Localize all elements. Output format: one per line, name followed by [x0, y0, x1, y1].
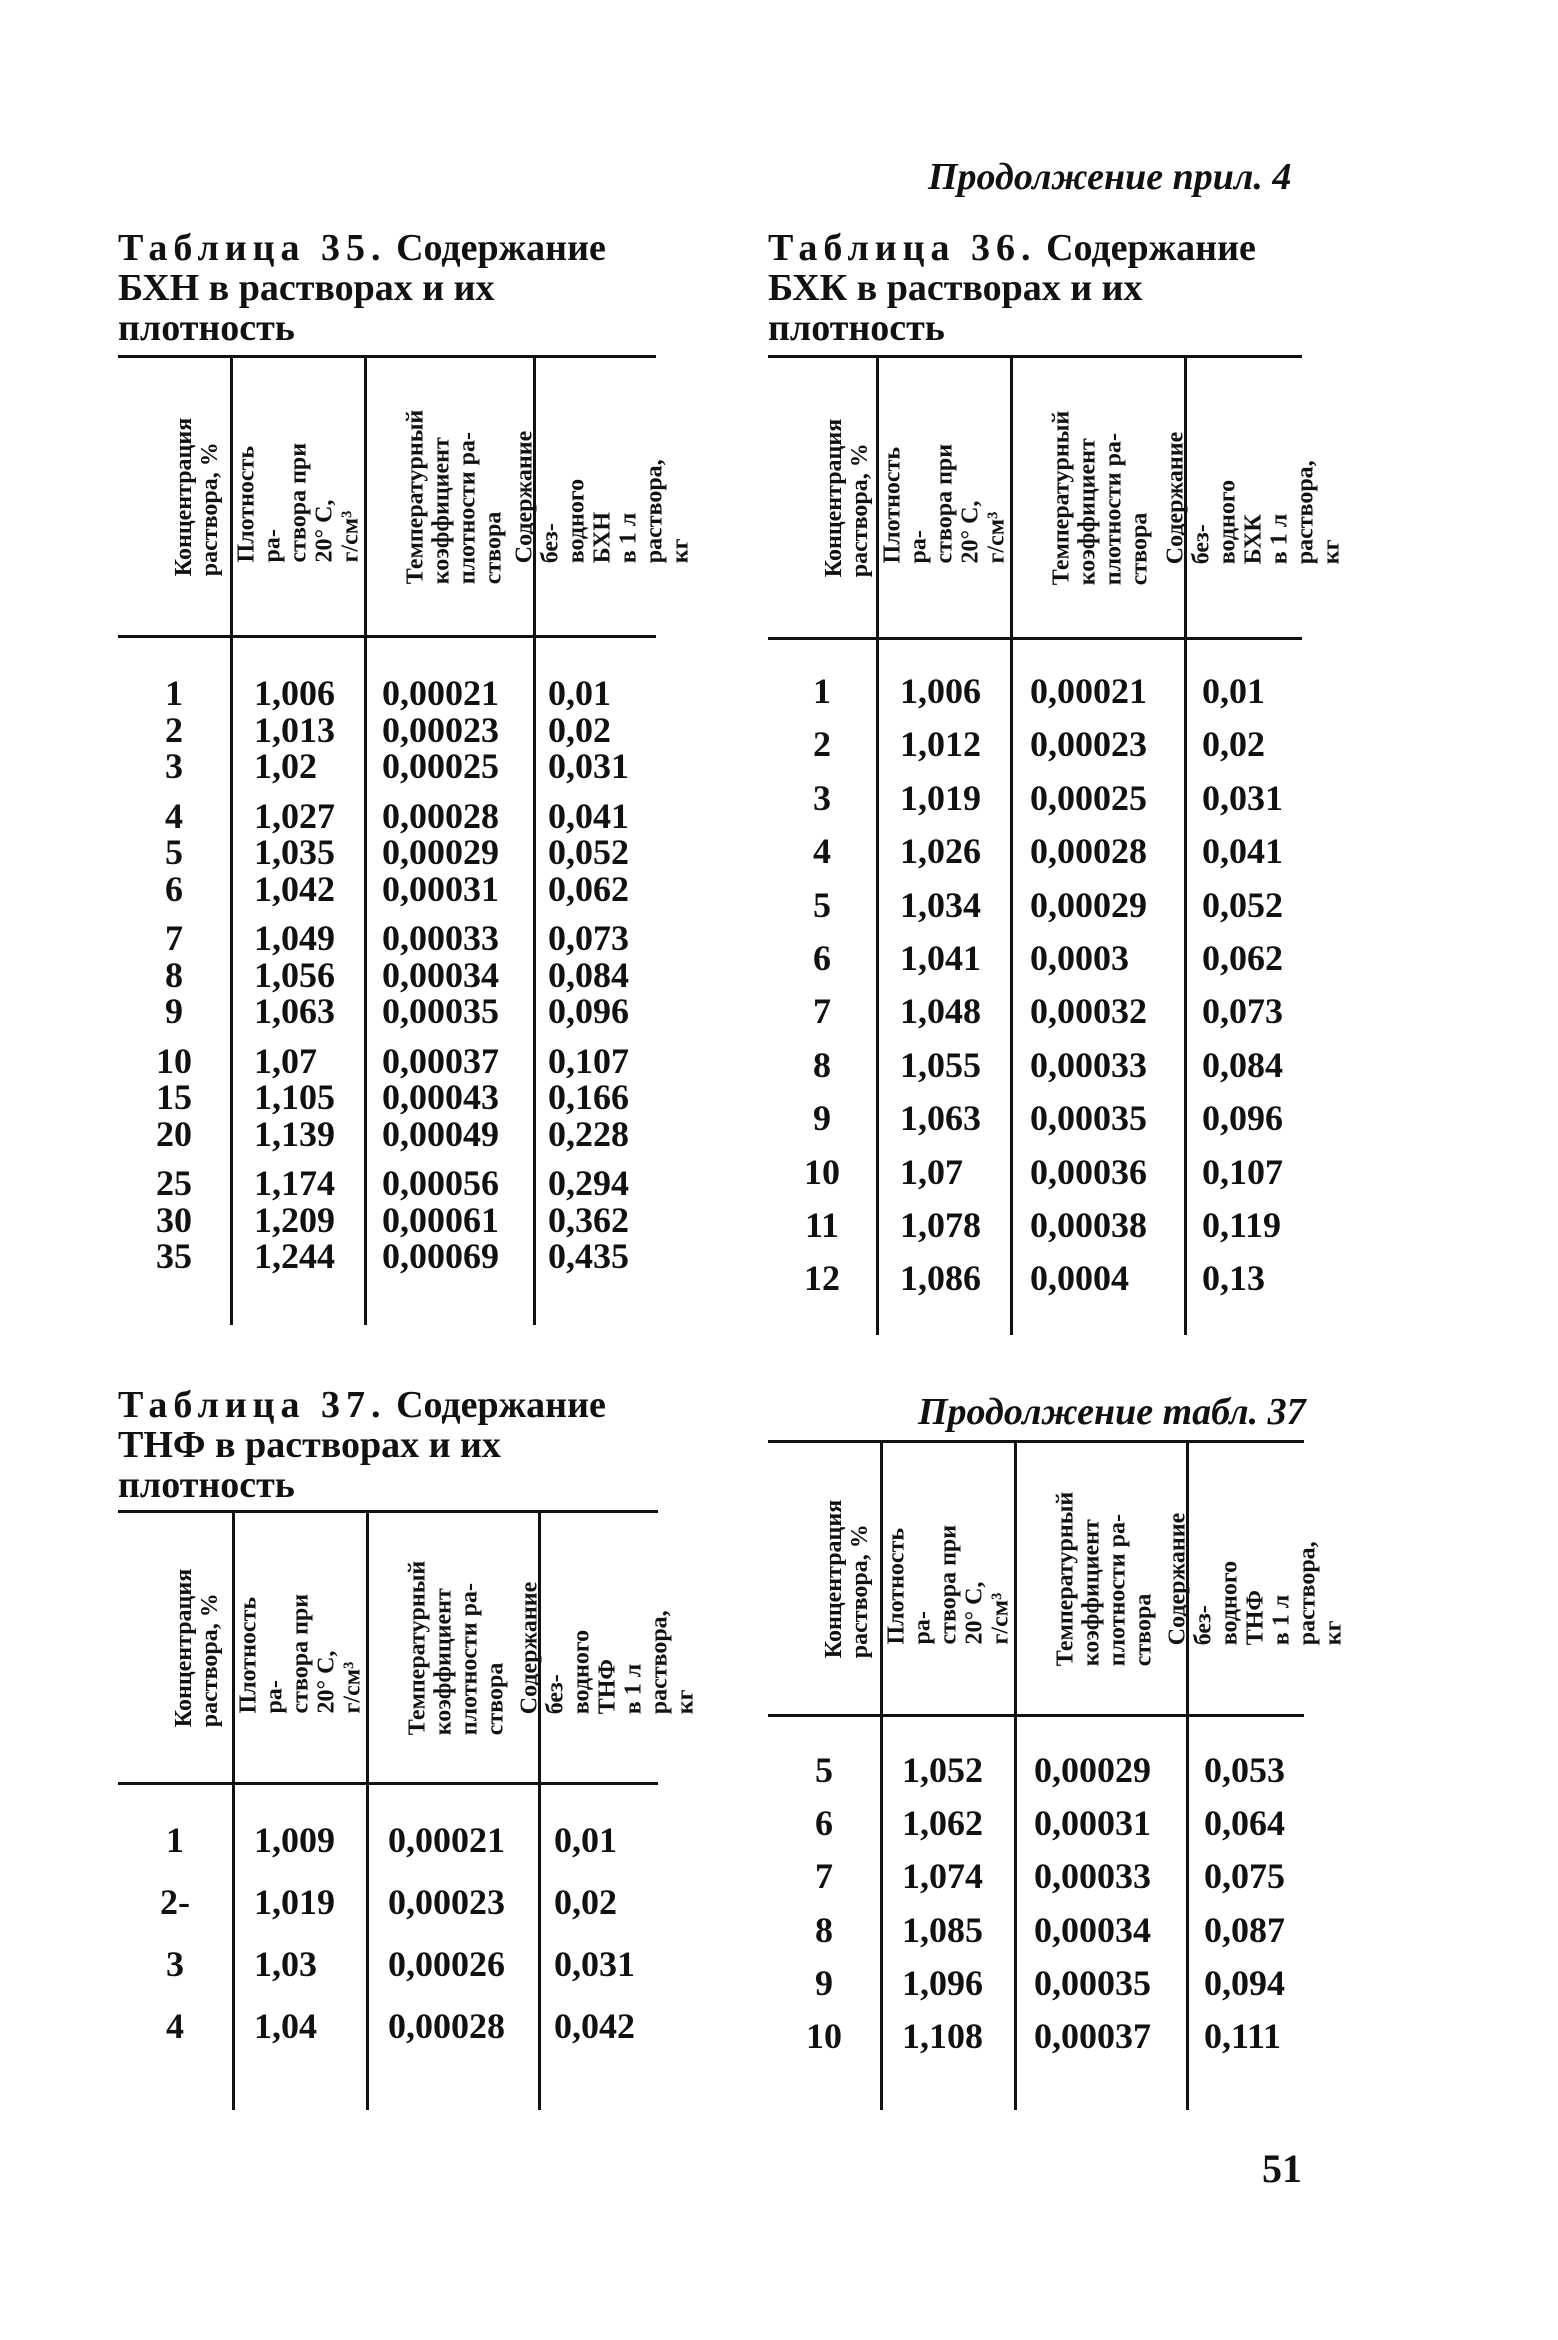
table-37-header-temp-coeff: [369, 1513, 538, 1782]
table-35-density-cell: 1,063: [254, 991, 335, 1031]
table-36: [768, 355, 1345, 1340]
table-37cont-density-cell: 1,074: [902, 1856, 983, 1897]
table-36-concentration-cell: 3: [813, 777, 831, 818]
table-36-caption: [768, 228, 1288, 348]
table-37: [118, 1510, 699, 2120]
table-36-content-cell: 0,062: [1202, 938, 1283, 978]
table-36-content-cell: 0,107: [1202, 1151, 1283, 1192]
table-37-temp-coeff-cell: 0,00023: [388, 1882, 505, 1922]
table-35: [118, 355, 694, 1335]
table-36-temp-coeff-cell: 0,00029: [1030, 884, 1147, 925]
table-35-header-density: [233, 358, 364, 635]
appendix-continuation-note: Продолжение прил. 4: [928, 156, 1292, 198]
table-36-header-content: [1162, 358, 1345, 637]
table-36-content-cell: 0,13: [1202, 1258, 1265, 1299]
table-36-content-cell: 0,084: [1202, 1044, 1283, 1085]
table-37-content-cell: 0,02: [554, 1882, 617, 1922]
table-37-caption: [118, 1385, 638, 1505]
page-number: 51: [1262, 2146, 1302, 2191]
table-37-continued: [768, 1440, 1347, 2120]
table-36-caption-lead: Таблица 36.: [768, 227, 1037, 269]
table-35-density-cell: 1,049: [254, 918, 335, 958]
table-36-content-cell: 0,02: [1202, 724, 1265, 765]
table-36-content-cell: 0,031: [1202, 777, 1283, 818]
table-36-content-cell: 0,119: [1202, 1205, 1282, 1245]
table-37-concentration-cell: 2-: [160, 1882, 190, 1922]
header-text: Содержание без- водного ТНФ в 1 л раствора, кг: [516, 1581, 699, 1714]
table-36-temp-coeff-cell: 0,00023: [1030, 724, 1147, 765]
table-35-density-cell: 1,042: [254, 868, 335, 909]
table-37cont-concentration-cell: 5: [815, 1750, 833, 1790]
table-35-density-cell: 1,174: [254, 1163, 335, 1203]
table-35-concentration-cell: 8: [165, 954, 183, 995]
table-36-density-cell: 1,006: [900, 671, 981, 711]
table-36-header-rule: [768, 637, 1302, 640]
table-35-concentration-cell: 4: [165, 795, 183, 836]
table-35-concentration-cell: 9: [165, 991, 183, 1031]
table-35-temp-coeff-cell: 0,00029: [382, 832, 499, 872]
table-36-caption-text: Содержание БХК в растворах и их плотность: [768, 227, 1256, 349]
table-35-temp-coeff-cell: 0,00021: [382, 673, 499, 713]
table-37-content-cell: 0,01: [554, 1820, 617, 1860]
table-35-concentration-cell: 15: [156, 1077, 192, 1117]
table-37cont-temp-coeff-cell: 0,00035: [1034, 1962, 1151, 2003]
header-text: Температурный коэффициент плотности ра- створа: [1052, 1491, 1157, 1666]
table-35-concentration-cell: 10: [156, 1040, 192, 1081]
table-35-density-cell: 1,244: [254, 1236, 335, 1276]
table-36-temp-coeff-cell: 0,0003: [1030, 938, 1129, 978]
table-35-temp-coeff-cell: 0,00033: [382, 918, 499, 958]
table-37-content-cell: 0,042: [554, 2006, 635, 2046]
table-37cont-density-cell: 1,108: [902, 2016, 983, 2056]
table-35-caption: [118, 228, 638, 348]
table-35-caption-text: Содержание БХН в растворах и их плотность: [118, 227, 606, 349]
table-37cont-concentration-cell: 7: [815, 1856, 833, 1897]
table-36-density-cell: 1,055: [900, 1044, 981, 1085]
header-text: Концентрация раствора, %: [171, 417, 224, 576]
table-37-concentration-cell: 3: [166, 1944, 184, 1984]
table-37-content-cell: 0,031: [554, 1944, 635, 1984]
table-35-concentration-cell: 3: [165, 746, 183, 786]
table-35-density-cell: 1,035: [254, 832, 335, 872]
table-35-density-cell: 1,013: [254, 709, 335, 750]
table-36-temp-coeff-cell: 0,0004: [1030, 1258, 1129, 1299]
table-35-concentration-cell: 25: [156, 1163, 192, 1203]
table-35-temp-coeff-cell: 0,00025: [382, 746, 499, 786]
table-37cont-content-cell: 0,075: [1204, 1856, 1285, 1897]
table-35-temp-coeff-cell: 0,00035: [382, 991, 499, 1031]
table-36-concentration-cell: 5: [813, 884, 831, 925]
table-37cont-density-cell: 1,096: [902, 1962, 983, 2003]
table-35-temp-coeff-cell: 0,00031: [382, 868, 499, 909]
table-35-content-cell: 0,107: [548, 1040, 629, 1081]
table-36-content-cell: 0,096: [1202, 1098, 1283, 1139]
table-35-temp-coeff-cell: 0,00037: [382, 1040, 499, 1081]
table-35-content-cell: 0,031: [548, 746, 629, 786]
table-35-content-cell: 0,062: [548, 868, 629, 909]
table-37cont-content-cell: 0,087: [1204, 1909, 1285, 1950]
table-37-header-rule: [118, 1782, 658, 1785]
table-36-density-cell: 1,034: [900, 884, 981, 925]
table-36-density-cell: 1,019: [900, 777, 981, 818]
table-35-content-cell: 0,166: [548, 1077, 629, 1117]
table-35-content-cell: 0,084: [548, 954, 629, 995]
table-36-concentration-cell: 1: [813, 671, 831, 711]
table-35-header-rule: [118, 635, 656, 638]
table-36-density-cell: 1,086: [900, 1258, 981, 1299]
table-36-content-cell: 0,052: [1202, 884, 1283, 925]
header-text: Содержание без- водного ТНФ в 1 л раствора, кг: [1164, 1512, 1347, 1645]
table-37cont-temp-coeff-cell: 0,00037: [1034, 2016, 1151, 2056]
table-35-content-cell: 0,294: [548, 1163, 629, 1203]
table-35-temp-coeff-cell: 0,00043: [382, 1077, 499, 1117]
table-37cont-temp-coeff-cell: 0,00034: [1034, 1909, 1151, 1950]
table-37-header-density: [235, 1513, 366, 1782]
table-35-concentration-cell: 35: [156, 1236, 192, 1276]
table-36-density-cell: 1,07: [900, 1151, 963, 1192]
header-text: Температурный коэффициент плотности ра- створа: [1048, 410, 1153, 585]
table-35-concentration-cell: 30: [156, 1199, 192, 1240]
table-35-density-cell: 1,056: [254, 954, 335, 995]
table-35-temp-coeff-cell: 0,00061: [382, 1199, 499, 1240]
table-35-density-cell: 1,209: [254, 1199, 335, 1240]
table-36-header-temp-coeff: [1013, 358, 1184, 637]
header-text: Плотность ра- створа при 20° С, г/см³: [235, 1593, 366, 1713]
table-36-temp-coeff-cell: 0,00035: [1030, 1098, 1147, 1139]
table-35-density-cell: 1,027: [254, 795, 335, 836]
table-35-temp-coeff-cell: 0,00049: [382, 1113, 499, 1154]
table-36-concentration-cell: 6: [813, 938, 831, 978]
table-36-density-cell: 1,026: [900, 831, 981, 872]
header-text: Концентрация раствора, %: [821, 418, 874, 577]
header-text: Плотность ра- створа при 20° С, г/см³: [883, 1524, 1014, 1644]
table-36-temp-coeff-cell: 0,00036: [1030, 1151, 1147, 1192]
table-35-content-cell: 0,435: [548, 1236, 629, 1276]
table-36-concentration-cell: 12: [804, 1258, 840, 1299]
table-37cont-concentration-cell: 6: [815, 1803, 833, 1844]
table-37-density-cell: 1,04: [254, 2006, 317, 2046]
table-35-density-cell: 1,139: [254, 1113, 335, 1154]
table-37cont-concentration-cell: 10: [806, 2016, 842, 2056]
table-37-caption-text: Содержание ТНФ в растворах и их плотность: [118, 1384, 606, 1506]
table-35-content-cell: 0,073: [548, 918, 629, 958]
table-36-temp-coeff-cell: 0,00033: [1030, 1044, 1147, 1085]
table-35-concentration-cell: 7: [165, 918, 183, 958]
header-text: Температурный коэффициент плотности ра- створа: [402, 409, 507, 584]
table-37-temp-coeff-cell: 0,00026: [388, 1944, 505, 1984]
table-37cont-content-cell: 0,053: [1204, 1750, 1285, 1790]
header-text: Содержание без- водного БХК в 1 л раствора, кг: [1162, 431, 1345, 564]
table-36-concentration-cell: 2: [813, 724, 831, 765]
table-37cont-density-cell: 1,062: [902, 1803, 983, 1844]
table-35-concentration-cell: 6: [165, 868, 183, 909]
table-36-temp-coeff-cell: 0,00038: [1030, 1205, 1147, 1245]
table-37-density-cell: 1,03: [254, 1944, 317, 1984]
table-36-temp-coeff-cell: 0,00021: [1030, 671, 1147, 711]
header-text: Концентрация раствора, %: [171, 1568, 224, 1727]
table-35-content-cell: 0,362: [548, 1199, 629, 1240]
table-36-density-cell: 1,041: [900, 938, 981, 978]
table-37-density-cell: 1,019: [254, 1882, 335, 1922]
header-text: Плотность ра- створа при 20° С, г/см³: [879, 443, 1010, 563]
table-37c-header-rule: [768, 1714, 1304, 1717]
table-37-concentration-cell: 4: [166, 2006, 184, 2046]
table-37-caption-lead: Таблица 37.: [118, 1384, 387, 1426]
table-36-temp-coeff-cell: 0,00028: [1030, 831, 1147, 872]
table-36-concentration-cell: 10: [804, 1151, 840, 1192]
table-37-temp-coeff-cell: 0,00028: [388, 2006, 505, 2046]
table-35-content-cell: 0,01: [548, 673, 611, 713]
table-37-continuation-note: Продолжение табл. 37: [918, 1391, 1306, 1433]
table-36-density-cell: 1,063: [900, 1098, 981, 1139]
table-37c-header-density: [883, 1443, 1014, 1714]
table-35-content-cell: 0,096: [548, 991, 629, 1031]
table-35-temp-coeff-cell: 0,00034: [382, 954, 499, 995]
table-35-concentration-cell: 2: [165, 709, 183, 750]
table-35-concentration-cell: 1: [165, 673, 183, 713]
table-36-density-cell: 1,012: [900, 724, 981, 765]
table-36-concentration-cell: 9: [813, 1098, 831, 1139]
table-36-header-concentration: [768, 358, 876, 637]
table-37cont-content-cell: 0,094: [1204, 1962, 1285, 2003]
table-37c-header-concentration: [768, 1443, 880, 1714]
table-36-temp-coeff-cell: 0,00032: [1030, 991, 1147, 1032]
table-35-concentration-cell: 5: [165, 832, 183, 872]
table-36-content-cell: 0,041: [1202, 831, 1283, 872]
table-35-content-cell: 0,041: [548, 795, 629, 836]
table-37cont-content-cell: 0,064: [1204, 1803, 1285, 1844]
table-35-density-cell: 1,02: [254, 746, 317, 786]
table-37-header-concentration: [118, 1513, 232, 1782]
table-35-temp-coeff-cell: 0,00028: [382, 795, 499, 836]
table-36-density-cell: 1,048: [900, 991, 981, 1032]
table-37c-header-temp-coeff: [1017, 1443, 1186, 1714]
table-37c-header-content: [1164, 1443, 1347, 1714]
table-37cont-density-cell: 1,052: [902, 1750, 983, 1790]
table-36-content-cell: 0,073: [1202, 991, 1283, 1032]
table-37cont-temp-coeff-cell: 0,00029: [1034, 1750, 1151, 1790]
table-35-temp-coeff-cell: 0,00023: [382, 709, 499, 750]
table-37cont-temp-coeff-cell: 0,00033: [1034, 1856, 1151, 1897]
table-35-density-cell: 1,07: [254, 1040, 317, 1081]
table-37-density-cell: 1,009: [254, 1820, 335, 1860]
table-36-temp-coeff-cell: 0,00025: [1030, 777, 1147, 818]
table-35-content-cell: 0,02: [548, 709, 611, 750]
table-37-header-content: [516, 1513, 699, 1782]
table-35-temp-coeff-cell: 0,00056: [382, 1163, 499, 1203]
table-35-header-content: [511, 358, 694, 635]
table-37cont-content-cell: 0,111: [1204, 2016, 1282, 2056]
table-36-concentration-cell: 7: [813, 991, 831, 1032]
table-37cont-concentration-cell: 8: [815, 1909, 833, 1950]
table-36-concentration-cell: 4: [813, 831, 831, 872]
table-37cont-concentration-cell: 9: [815, 1962, 833, 2003]
table-36-concentration-cell: 8: [813, 1044, 831, 1085]
table-35-temp-coeff-cell: 0,00069: [382, 1236, 499, 1276]
table-35-density-cell: 1,006: [254, 673, 335, 713]
header-text: Содержание без- водного БХН в 1 л раствора, кг: [511, 430, 694, 563]
table-35-header-temp-coeff: [367, 358, 533, 635]
table-37-temp-coeff-cell: 0,00021: [388, 1820, 505, 1860]
header-text: Плотность ра- створа при 20° С, г/см³: [233, 442, 364, 562]
header-text: Концентрация раствора, %: [821, 1499, 874, 1658]
table-35-content-cell: 0,052: [548, 832, 629, 872]
table-35-density-cell: 1,105: [254, 1077, 335, 1117]
table-37cont-density-cell: 1,085: [902, 1909, 983, 1950]
table-36-concentration-cell: 11: [804, 1205, 839, 1245]
table-37cont-temp-coeff-cell: 0,00031: [1034, 1803, 1151, 1844]
table-36-header-density: [879, 358, 1010, 637]
table-35-caption-lead: Таблица 35.: [118, 227, 387, 269]
table-37-concentration-cell: 1: [166, 1820, 184, 1860]
table-35-content-cell: 0,228: [548, 1113, 629, 1154]
table-35-header-concentration: [118, 358, 230, 635]
table-35-concentration-cell: 20: [156, 1113, 192, 1154]
table-36-density-cell: 1,078: [900, 1205, 981, 1245]
header-text: Температурный коэффициент плотности ра- створа: [404, 1560, 509, 1735]
table-36-content-cell: 0,01: [1202, 671, 1265, 711]
